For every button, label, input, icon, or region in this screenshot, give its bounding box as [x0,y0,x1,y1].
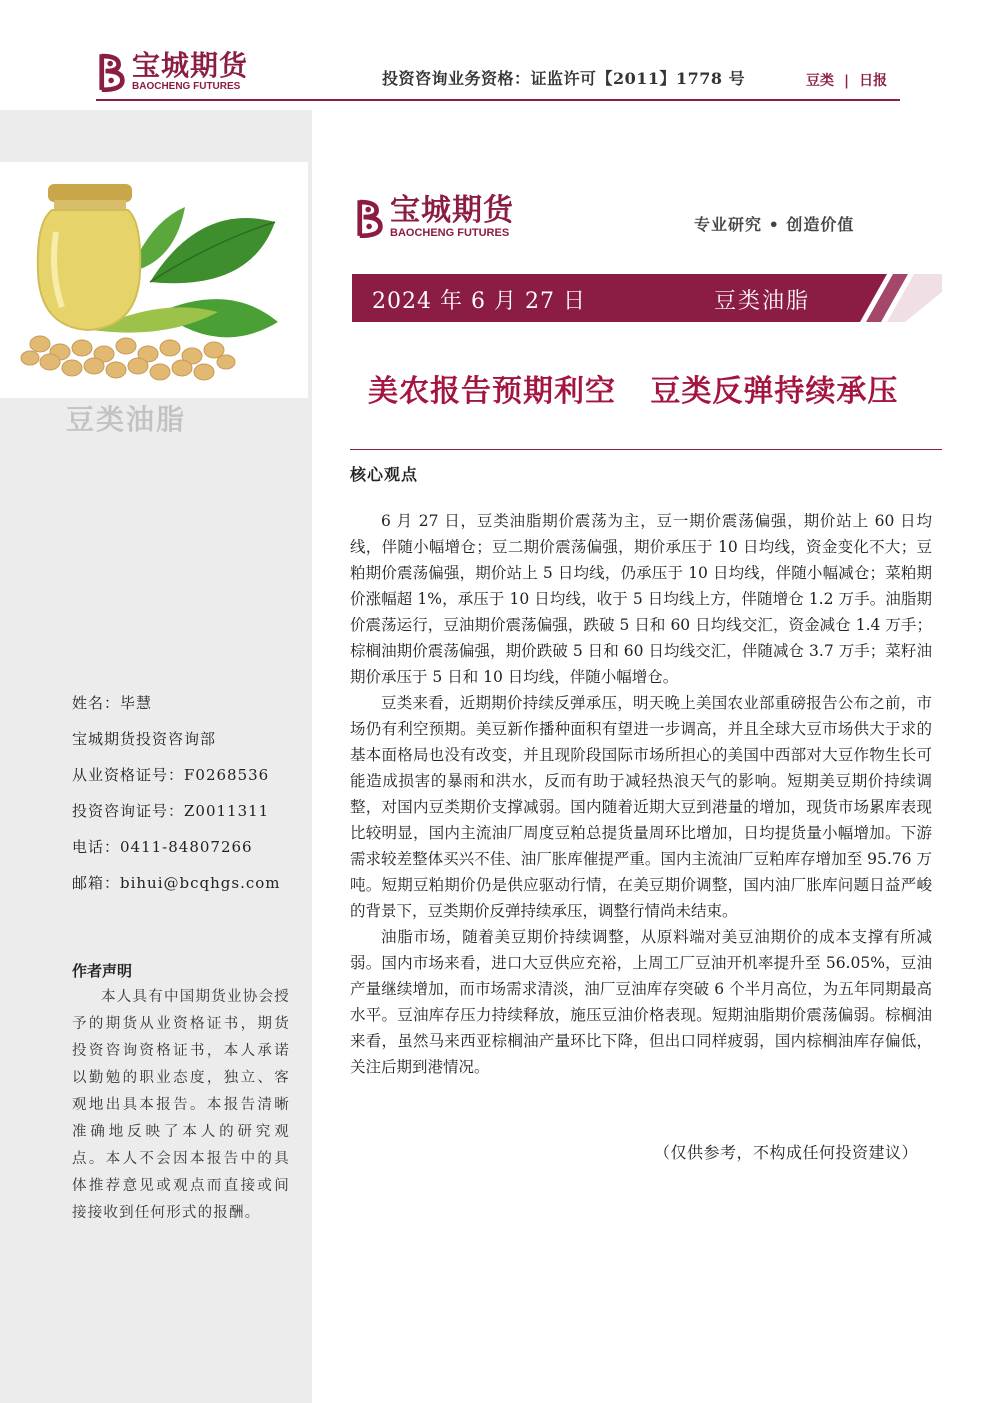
paragraph-soybean: 豆类来看，近期期价持续反弹承压，明天晚上美国农业部重磅报告公布之前，市场仍有利空预期。美豆新作播种面积有望进一步调高，并且全球大豆市场供大于求的基本面格局也没有改变，并且现阶段国际市场所担心的美国中西部对大豆作物生长可能造成损害的暴雨和洪水，反而有助于减轻热浪天气的影响。短期美豆期价持续调整，对国内豆类期价支撑减弱。国内随着近期大豆到港量的增加，现货市场累库表现比较明显，国内主流油厂周度豆粕总提货量周环比增加，日均提货量小幅增加。下游需求较差整体买兴不佳、油厂胀库催提严重。国内主流油厂豆粕库存增加至 95.76 万吨。短期豆粕期价仍是供应驱动行情，在美豆期价调整，国内油厂胀库问题日益严峻的背景下，豆类期价反弹持续承压，调整行情尚未结束。 [350,694,932,920]
company-slogan: 专业研究 • 创造价值 [694,215,855,234]
main-logo-en: BAOCHENG FUTURES [390,227,510,239]
banner-category: 豆类油脂 [714,289,811,314]
investment-disclaimer: （仅供参考，不构成任何投资建议） [654,1143,919,1162]
main-logo [356,193,514,239]
company-logo-mark [98,52,128,92]
paragraph-oils: 油脂市场，随着美豆期价持续调整，从原料端对美豆油期价的成本支撑有所减弱。国内市场来看，进口大豆供应充裕，上周工厂豆油开机率提升至 56.05%，豆油产量继续增加，而市场需求清淡，油厂豆油库存突破 6 个半月高位，为五年同期最高水平。豆油库存压力持续释放，施压豆油价格表现。短期油脂期价震荡偏弱。棕榈油来看，虽然马来西亚棕榈油产量环比下降，但出口同样疲弱，国内棕榈油库存偏低，关注后期到港情况。 [350,928,932,1076]
declaration-title: 作者声明 [72,962,133,980]
tag-separator: | [844,73,850,89]
consulting-number: 投资咨询证号：Z0011311 [72,802,270,820]
core-view-title: 核心观点 [350,465,419,484]
declaration-text: 本人具有中国期货业协会授予的期货从业资格证书，期货投资咨询资格证书，本人承诺以勤勉的职业态度，独立、客观地出具本报告。本报告清晰准确地反映了本人的研究观点。本人不会因本报告中的具体推荐意见或观点而直接或间接接收到任何形式的报酬。 [72,989,290,1221]
email-address: 邮箱：bihui@bcqhgs.com [72,874,281,892]
header-logo [98,49,249,92]
company-logo-mark-large [356,198,386,238]
report-date: 2024 年 6 月 27 日 [372,289,586,314]
license-text: 投资咨询业务资格：证监许可【2011】1778 号 [382,69,746,88]
report-headline: 美农报告预期利空 豆类反弹持续承压 [368,374,899,409]
qualification-number: 从业资格证号：F0268536 [72,766,270,784]
sidebar-category-title: 豆类油脂 [65,403,186,436]
phone-number: 电话：0411-84807266 [72,838,253,856]
product-illustration [0,162,308,398]
header-divider [96,99,900,101]
header-logo-en: BAOCHENG FUTURES [132,81,241,92]
page-header [0,0,992,110]
header-logo-cn: 宝城期货 [132,49,249,82]
tag-type: 日报 [859,73,888,89]
soybean-oil-image [0,162,308,398]
report-body [350,508,932,1080]
author-department: 宝城期货投资咨询部 [72,730,217,748]
report-tags [806,70,887,90]
headline-divider [350,449,942,450]
author-contact [72,690,281,906]
date-banner [352,274,942,322]
paragraph-market-summary: 6 月 27 日，豆类油脂期价震荡为主，豆一期价震荡偏强，期价站上 60 日均线，伴随小幅增仓；豆二期价震荡偏强，期价承压于 10 日均线，资金变化不大；豆粕期价震荡偏强，期价站上 5 日均线，仍承压于 10 日均线，伴随小幅减仓；菜粕期价涨幅超 1%，承压于 10 日均线，收于 5 日均线上方，伴随增仓 1.2 万手。油脂期价震荡运行，豆油期价震荡偏强，跌破 5 日和 60 日均线交汇，资金减仓 1.4 万手；棕榈油期价震荡偏强，期价跌破 5 日和 60 日均线交汇，伴随减仓 3.7 万手；菜籽油期价承压于 5 日和 10 日均线，伴随小幅增仓。 [350,512,932,686]
author-name: 姓名：毕慧 [72,694,153,712]
tag-category: 豆类 [806,73,834,89]
main-logo-cn: 宝城期货 [390,193,514,228]
